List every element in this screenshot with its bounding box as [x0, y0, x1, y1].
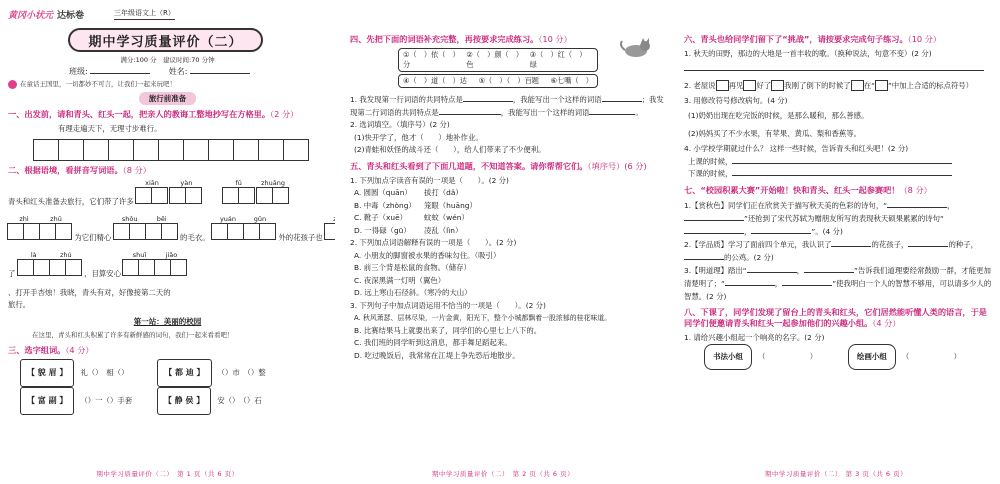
- s5-q1-opt-d: [350, 225, 660, 238]
- option-left: B. 中毒（zhòng）: [354, 200, 416, 210]
- pinyin: zhì: [19, 214, 29, 223]
- text: 的花孩子，: [871, 239, 909, 249]
- pinyin-line-5: 旅行。: [8, 300, 31, 309]
- page-3: [672, 0, 1000, 484]
- page-footer: 期中学习质量评价（二） 第 1 页（共 6 页）: [96, 470, 239, 478]
- banner-text: 第一站：美丽的校园: [133, 316, 202, 326]
- punct-box[interactable]: [716, 80, 729, 91]
- pinyin-slot[interactable]: [50, 251, 82, 287]
- text: ”使我明白一个人的智慧不够用，可以请多少人的智慧。(2 分): [684, 278, 992, 301]
- select-row-1: [8, 359, 327, 387]
- option-right: 蚊蚊（wén）: [424, 213, 469, 222]
- pinyin-line-2: [8, 215, 327, 251]
- grid-cell[interactable]: [258, 139, 284, 161]
- pinyin-slot[interactable]: [146, 215, 178, 251]
- text: ，: [744, 226, 752, 236]
- grid-cell[interactable]: [108, 139, 134, 161]
- brand-logo: 黄冈小状元: [8, 10, 54, 21]
- idiom-blank[interactable]: ②（ ）颜（ ）色: [466, 50, 524, 69]
- page-1: [0, 0, 335, 484]
- pinyin: shuǐ: [132, 250, 147, 259]
- s8-q1: 1. 请给兴趣小组起一个响亮的名字。(2 分): [684, 332, 825, 342]
- pinyin: yàn: [180, 178, 193, 187]
- name-label: 姓名:: [168, 67, 188, 76]
- s5-q2-opt-c: C. 夜深黑满一灯明（翼色）: [354, 275, 446, 285]
- s5-q3-opt-a: A. 秋风萧瑟、层林尽染，一片金黄，阳光下，整个小城都飘着一股浓郁的桂花味道。: [354, 314, 612, 322]
- section-2-title-text: 二、根据语境，看拼音写词语。: [8, 164, 123, 175]
- section-1-points: （2 分）: [270, 109, 299, 119]
- class-label: 班级:: [68, 67, 88, 76]
- text: ）石: [246, 395, 262, 405]
- answer-line[interactable]: [684, 63, 984, 71]
- section-6-title: [684, 34, 992, 45]
- group-row: [684, 344, 992, 370]
- pinyin: fū: [235, 178, 242, 187]
- text: 对，好像接第二天的: [104, 287, 171, 297]
- answer-line[interactable]: [887, 200, 947, 208]
- pinyin-slot[interactable]: [18, 251, 50, 287]
- text: ”中加上合适的标点符号）: [887, 80, 974, 90]
- pinyin: zhū: [50, 214, 62, 223]
- option-left: A. 圆圆（quān）: [354, 188, 412, 197]
- s6-q1: 1. 秋天的田野，那边的大地是一首丰收的歌。（换种说法，句意不变）(2 分): [684, 49, 932, 58]
- page-footer: 期中学习质量评价（二） 第 3 页（共 6 页）: [764, 470, 908, 478]
- text: ）一（: [87, 395, 110, 405]
- option-right: 凌乱（lìn）: [424, 225, 463, 235]
- pinyin-line-3: [8, 251, 327, 287]
- pinyin-line-1: [8, 179, 327, 215]
- cat-icon: [618, 38, 654, 58]
- s6-q1-answer: [684, 61, 992, 77]
- pinyin: yuán: [219, 214, 237, 223]
- banner-text: 旅行前准备: [139, 92, 197, 105]
- text: 再见: [728, 80, 744, 90]
- section-3-points: （4 分）: [65, 344, 94, 355]
- name-row: [8, 65, 327, 79]
- pinyin-slot[interactable]: [114, 215, 146, 251]
- text: ；我发: [641, 95, 664, 104]
- page-footer: 期中学习质量评价（二） 第 2 页（共 6 页）: [431, 470, 575, 478]
- section-1-title-text: 一、出发前，请和青头、红头一起，把亲人的教诲工整地抄写在方格里。: [8, 109, 271, 119]
- text: 1. 我发现第一行词语的共同特点是: [350, 95, 463, 104]
- calligraphy-group-tag: 书法小组: [704, 344, 752, 370]
- idiom-blank[interactable]: ③（ ）红（ ）绿: [529, 50, 587, 69]
- section-banner-prep: [8, 92, 327, 105]
- name-field[interactable]: [190, 66, 250, 74]
- text: 现第二行词语的共同特点是: [350, 107, 439, 117]
- section-5-title: [350, 161, 660, 172]
- section-7-title-text: 七、“校园积累大赛”开始啦！快和青头、红头一起参赛吧！: [684, 184, 900, 195]
- text: ，我能写出一个这样的词语: [512, 95, 602, 104]
- text: 的毛衣。: [180, 232, 210, 242]
- section-6-points: （10 分）: [907, 34, 942, 44]
- text: 安（: [217, 395, 233, 405]
- text: ，目算安心: [84, 268, 122, 278]
- answer-line[interactable]: [747, 265, 797, 273]
- pinyin-slot[interactable]: [223, 179, 255, 215]
- text: 在“: [863, 80, 875, 90]
- select-row-2: [8, 387, 327, 415]
- proverb: 有理走遍天下，无理寸步难行。: [58, 124, 162, 133]
- grid-cell[interactable]: [158, 139, 184, 161]
- campus-intro: 在这里，青头和红头积累了许多有新鲜感的词句，我们一起来看看吧！: [32, 330, 234, 339]
- s5-q2-opt-d: D. 远上寒山石径斜。（寒冷的大山）: [354, 288, 472, 297]
- section-4-title: [350, 34, 660, 45]
- s5-q3-opt-c: C. 我们班的同学听到这消息，都手舞足蹈起来。: [354, 338, 512, 347]
- text: （: [247, 367, 251, 377]
- text: ）: [95, 367, 99, 377]
- option-right: 笼眼（huāng）: [424, 200, 477, 210]
- grid-cell[interactable]: [233, 139, 259, 161]
- idiom-row-2: [398, 74, 598, 88]
- char-pair: 【 貌 眉 】: [20, 359, 74, 387]
- s5-q3-opt-b: B. 比赛结果马上就要出来了，同学们的心里七上八下的。: [354, 325, 542, 335]
- text: ，: [947, 200, 955, 210]
- text: 外的花孩子也: [278, 232, 323, 242]
- grid-cell[interactable]: [283, 139, 309, 161]
- answer-line[interactable]: [732, 168, 952, 176]
- text: 、打开手杏烛: [8, 287, 53, 297]
- pinyin: bēi: [156, 214, 167, 223]
- section-1-title: [8, 109, 327, 120]
- mascot-icon: [8, 80, 17, 89]
- text: 礼（: [80, 367, 96, 377]
- text: 2.【学品质】学习了面前四个单元，我认识了: [684, 239, 832, 249]
- pinyin: xiān: [145, 178, 159, 187]
- grid-cell[interactable]: [133, 139, 159, 161]
- grid-cell[interactable]: [83, 139, 109, 161]
- s5-q1-opt-a: [350, 187, 660, 200]
- section-7-title: [684, 185, 992, 196]
- text: 下课的时候，: [688, 169, 733, 178]
- pinyin-slot[interactable]: [40, 215, 72, 251]
- section-8-title: [684, 307, 992, 329]
- s6-q4a: [684, 156, 992, 169]
- text: ）手套: [109, 395, 133, 405]
- grid-cell[interactable]: [183, 139, 209, 161]
- text: （: [243, 395, 247, 405]
- s7-q2: [684, 238, 992, 264]
- s5-q3-opt-d: D. 吃过晚饭后，我常常在江堤上争先恐后地散步。: [354, 350, 520, 360]
- punct-box[interactable]: [875, 80, 888, 91]
- text: ）: [121, 367, 129, 377]
- pinyin-slot[interactable]: [244, 215, 276, 251]
- grid-cell[interactable]: [208, 139, 234, 161]
- idiom-row-1: [398, 48, 598, 72]
- text: ，我能写出一个这样的词语: [500, 107, 590, 117]
- s4-q2: 2. 选词填空。（填序号）(2 分): [350, 120, 450, 129]
- pinyin-slot[interactable]: [257, 179, 289, 215]
- section-4-title-text: 四、先把下面的词语补充完整，再按要求完成练习。: [350, 34, 539, 44]
- s4-q2a: (1)快开学了，他才（ ）地补作业。: [354, 132, 483, 142]
- answer-line[interactable]: [751, 226, 811, 234]
- answer-line[interactable]: [602, 94, 642, 102]
- pinyin: gǔn: [253, 214, 267, 223]
- painting-group-tag: 绘画小组: [848, 344, 896, 370]
- pinyin: zhuāng: [261, 178, 286, 187]
- section-4-points: （10 分）: [538, 34, 572, 44]
- text: 相（: [106, 367, 122, 377]
- text: 1.【赏秋色】同学们正在欣赏关于描写秋天美的色彩的诗句，“: [684, 200, 888, 210]
- text: ，: [796, 265, 805, 275]
- page-header: [8, 4, 327, 24]
- s5-q2: 2. 下列加点词语解释有误的一项是（ ）。(2 分): [350, 238, 517, 247]
- answer-line[interactable]: [463, 94, 513, 102]
- option-left: D. 一得碌（gū）: [354, 225, 411, 235]
- s5-q1: 1. 下列加点字读音有误的一项是（ ）。(2 分): [350, 175, 509, 185]
- grid-cell[interactable]: [58, 139, 84, 161]
- section-2-points: （8 分）: [122, 164, 151, 175]
- text: 的种子，: [948, 239, 979, 249]
- answer-line[interactable]: [439, 107, 501, 115]
- answer-line[interactable]: [782, 278, 832, 286]
- s5-q2-opt-b: B. 前三个背是松鼠的食物。（储存）: [354, 263, 471, 272]
- text: ”告诉我们道理要经常鼓励一群，才能更加清楚明了；“: [684, 265, 991, 288]
- option-left: C. 靴子（xuē）: [354, 213, 408, 222]
- s6-q4: 4. 小学校学期就过什么？ 这样一些时候，告诉青头和红头吧！(2 分): [684, 144, 909, 153]
- tip-text: 在童话王国里，一切都妙不可言，让我们一起来玩吧！: [20, 80, 176, 88]
- text: 我刚了倒下的时候了: [784, 80, 851, 90]
- page-2: [338, 0, 668, 484]
- section-banner-campus: [8, 315, 327, 328]
- s5-q1-opt-b: [350, 200, 660, 213]
- text: 上课的时候，: [688, 156, 733, 166]
- grid-cell[interactable]: [33, 139, 59, 161]
- text: 好了: [756, 80, 772, 90]
- s6-q3b: (2)妈妈买了不少水果，有苹果、黄瓜、梨和香蕉等。: [688, 129, 862, 138]
- char-pair: 【 都 迪 】: [157, 359, 211, 387]
- text: （: [80, 395, 88, 405]
- option-right: 拔打（dǎ）: [424, 188, 463, 197]
- s6-q2: [684, 77, 992, 95]
- s6-q4b: [684, 168, 992, 181]
- text: ”。(4 分): [811, 226, 843, 236]
- s5-q1-opt-c: [350, 212, 660, 225]
- pinyin-slot[interactable]: [325, 215, 335, 251]
- pinyin-slot[interactable]: [170, 179, 202, 215]
- section-2-title: [8, 165, 327, 176]
- answer-line[interactable]: [684, 252, 724, 260]
- grade-label: 三年级语文上（R）: [114, 8, 175, 20]
- section-8-points: （4 分）: [872, 317, 901, 328]
- s7-q3: [684, 264, 992, 303]
- text: 3.【明道理】踏出“: [684, 265, 747, 275]
- group-blank[interactable]: （ ）: [758, 352, 818, 361]
- pinyin: [325, 215, 335, 223]
- text: ）整: [250, 367, 266, 377]
- page-title: 期中学习质量评价（二）: [68, 28, 263, 52]
- text: ）市: [224, 367, 240, 377]
- section-5-points: （填序号）(6 分): [587, 160, 647, 171]
- s5-q2-opt-a: A. 小朋友的脚窗被水果的香味勾住。（吸引）: [354, 250, 501, 260]
- section-6-title-text: 六、青头也给同学们留下了“挑战”，请按要求完成句子练习。: [684, 34, 908, 44]
- s5-q3: 3. 下列句子中加点词语运用不恰当的一项是（ ）。(2 分): [350, 300, 546, 310]
- text: 。: [635, 107, 643, 117]
- s6-q3: 3. 用修改符号修改病句。(4 分): [684, 95, 788, 105]
- s4-q2b: (2)青蛙和妖怪的战斗还（ ），给人们带来了不少便利。: [354, 145, 546, 154]
- section-3-title: [8, 345, 327, 356]
- char-pair: 【 富 副 】: [20, 387, 74, 415]
- text: ！我晓，青头有: [52, 287, 105, 297]
- idiom-blank[interactable]: ⑥七嘴（ ）: [550, 76, 593, 85]
- class-field[interactable]: [90, 66, 150, 74]
- text: 2. 老屋说: [684, 80, 716, 90]
- punct-box[interactable]: [851, 80, 864, 91]
- answer-line[interactable]: [732, 156, 952, 164]
- answer-line[interactable]: [831, 239, 871, 247]
- exam-meta: 满分:100 分 建议时间:70 分钟: [120, 56, 215, 64]
- pinyin-slot[interactable]: [155, 251, 187, 287]
- text: ”还抢到了宋代苏轼为赠朋友所写的表现秋天硕果累累的诗句“: [744, 213, 944, 223]
- s4-q1-line2: [350, 107, 660, 120]
- pinyin: là: [30, 250, 37, 259]
- brand-suffix: 达标卷: [57, 10, 85, 21]
- punct-box[interactable]: [743, 80, 756, 91]
- section-7-points: （8 分）: [899, 184, 932, 195]
- idiom-blank[interactable]: ①（ ）依（ ）分: [403, 50, 460, 69]
- answer-line[interactable]: [684, 213, 744, 221]
- text: 青头和红头准备去旅行，它们带了许多: [8, 196, 134, 206]
- answer-line[interactable]: [589, 107, 635, 115]
- text: 为它们精心: [74, 232, 112, 242]
- pinyin-slot[interactable]: [136, 179, 168, 215]
- text: 的公鸡。(2 分): [724, 252, 774, 262]
- pinyin: jiǎo: [165, 250, 178, 259]
- s6-q3a: (1)奶奶出现在吃完饭的时候，是那么暖和，那么善感。: [688, 111, 869, 120]
- pinyin: zhú: [59, 250, 72, 259]
- s7-q1: [684, 199, 992, 238]
- s4-q1-line1: [350, 94, 664, 107]
- answer-line[interactable]: [725, 278, 775, 286]
- copy-grid[interactable]: [34, 139, 327, 161]
- pinyin: shǒu: [121, 214, 138, 223]
- pinyin-slot[interactable]: [212, 215, 244, 251]
- idiom-blank[interactable]: ⑤（ ）（ ）百题: [478, 76, 539, 85]
- group-blank[interactable]: （ ）: [901, 352, 961, 361]
- text: ，: [774, 278, 783, 288]
- char-pair: 【 静 侯 】: [157, 387, 211, 415]
- text: ）: [232, 395, 236, 405]
- pinyin-slot[interactable]: [123, 251, 155, 287]
- text: （: [217, 367, 225, 377]
- pinyin-line-4: [8, 287, 327, 300]
- answer-line[interactable]: [804, 265, 854, 273]
- punct-box[interactable]: [771, 80, 784, 91]
- tip-line: [8, 79, 327, 90]
- answer-line[interactable]: [908, 239, 948, 247]
- text: 了: [8, 268, 16, 278]
- answer-line[interactable]: [684, 226, 744, 234]
- idiom-blank[interactable]: ④（ ）道（ ）达: [403, 76, 467, 85]
- section-8-title-text: 八、下课了，同学们发现了留台上的青头和红头，它们居然能听懂人类的语言，于是同学们便邀请青头和红头一起参加他们的兴趣小组。: [684, 306, 987, 328]
- section-5-title-text: 五、青头和红头看到了下面几道题，不知道答案。请你帮帮它们。: [350, 160, 588, 171]
- section-3-title-text: 三、选字组词。: [8, 344, 66, 355]
- pinyin-slot[interactable]: [8, 215, 40, 251]
